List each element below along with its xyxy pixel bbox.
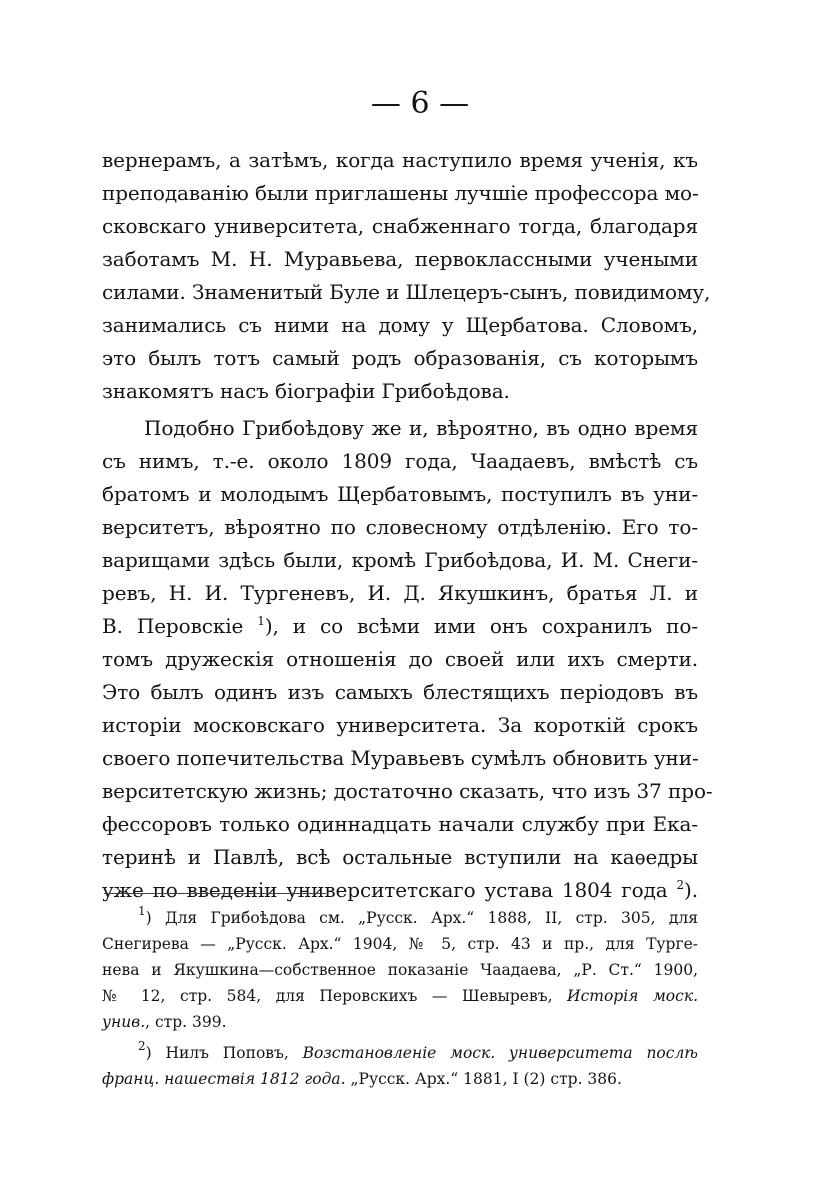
text-line: исторіи московскаго университета. За короткій срокъ bbox=[102, 713, 698, 737]
footnote-line bbox=[102, 1066, 698, 1092]
paragraph-1 bbox=[102, 144, 711, 408]
text-fragment: ), и со всѣми ими онъ сохранилъ по- bbox=[264, 614, 698, 638]
italic-title: унив. bbox=[102, 1013, 146, 1031]
text-line: варищами здѣсь были, кромѣ Грибоѣдова, И. М. Снеги- bbox=[102, 548, 698, 572]
text-line bbox=[102, 610, 698, 643]
text-line: верситетскую жизнь; достаточно сказать, что изъ 37 про- bbox=[102, 779, 713, 803]
text-fragment: № 12, стр. 584, для Перовскихъ — Шевыревъ, bbox=[102, 987, 568, 1005]
text-line: занимались съ ними на дому у Щербатова. Словомъ, bbox=[102, 313, 698, 337]
text-fragment: В. Перовскіе bbox=[102, 614, 258, 638]
text-line: фессоровъ только одиннадцать начали службу при Ека- bbox=[102, 812, 698, 836]
footnote-line: нева и Якушкина—собственное показаніе Чаадаева, „Р. Ст.“ 1900, bbox=[102, 961, 698, 979]
text-line: это былъ тотъ самый родъ образованія, съ которымъ bbox=[102, 346, 698, 370]
footnote-line: Снегирева — „Русск. Арх.“ 1904, № 5, стр. 43 и пр., для Турге- bbox=[102, 935, 698, 953]
footnote-1 bbox=[102, 905, 698, 1035]
text-line: братомъ и молодымъ Щербатовымъ, поступилъ въ уни- bbox=[102, 482, 698, 506]
text-line: съ нимъ, т.-е. около 1809 года, Чаадаевъ, вмѣстѣ съ bbox=[102, 449, 698, 473]
text-fragment: , стр. 399. bbox=[145, 1013, 227, 1031]
footnote-ref-2[interactable]: 2 bbox=[676, 878, 685, 892]
footnotes bbox=[102, 905, 698, 1092]
footnote-line bbox=[102, 983, 698, 1009]
text-fragment: уже по введеніи университетскаго устава 1804 года bbox=[102, 878, 677, 902]
text-line: Подобно Грибоѣдову же и, вѣроятно, въ одно время bbox=[144, 416, 698, 440]
text-line: заботамъ М. Н. Муравьева, первоклассными учеными bbox=[102, 247, 698, 271]
text-line: преподаванію были приглашены лучшіе профессора мо- bbox=[102, 181, 699, 205]
text-line: верситетъ, вѣроятно по словесному отдѣленію. Его то- bbox=[102, 515, 698, 539]
text-line: своего попечительства Муравьевъ сумѣлъ обновить уни- bbox=[102, 746, 699, 770]
text-line: томъ дружескія отношенія до своей или ихъ смерти. bbox=[102, 647, 698, 671]
footnote-line bbox=[102, 1009, 698, 1035]
footnote-line bbox=[102, 1040, 698, 1066]
text-fragment: ). bbox=[684, 878, 698, 902]
footnote-divider bbox=[104, 893, 326, 894]
footnote-marker: 1 bbox=[138, 904, 146, 918]
italic-title: франц. нашествія 1812 года. bbox=[102, 1070, 346, 1088]
text-line: сковскаго университета, снабженнаго тогда, благодаря bbox=[102, 214, 698, 238]
text-line bbox=[102, 874, 698, 907]
italic-title: Исторія моск. bbox=[567, 987, 699, 1005]
italic-title: Возстановленіе моск. университета послѣ bbox=[302, 1044, 698, 1062]
text-line: ревъ, Н. И. Тургеневъ, И. Д. Якушкинъ, братья Л. и bbox=[102, 581, 698, 605]
text-line: вернерамъ, а затѣмъ, когда наступило время ученія, къ bbox=[102, 148, 698, 172]
footnote-2 bbox=[102, 1040, 698, 1092]
page-number: — 6 — bbox=[370, 86, 470, 121]
paragraph-2 bbox=[102, 412, 713, 907]
text-line: Это былъ одинъ изъ самыхъ блестящихъ періодовъ въ bbox=[102, 680, 698, 704]
footnote-line bbox=[102, 905, 698, 931]
footnote-marker: 2 bbox=[138, 1039, 146, 1053]
main-text bbox=[102, 144, 713, 907]
text-line: силами. Знаменитый Буле и Шлецеръ-сынъ, повидимому, bbox=[102, 280, 711, 304]
text-line: теринѣ и Павлѣ, всѣ остальные вступили на каѳедры bbox=[102, 845, 698, 869]
footnote-ref-1[interactable]: 1 bbox=[257, 614, 265, 628]
text-line: знакомятъ насъ біографіи Грибоѣдова. bbox=[102, 379, 510, 403]
text-fragment: „Русск. Арх.“ 1881, I (2) стр. 386. bbox=[345, 1070, 622, 1088]
text-fragment: ) Для Грибоѣдова см. „Русск. Арх.“ 1888, II, стр. 305, для bbox=[145, 909, 698, 927]
text-fragment: ) Нилъ Поповъ, bbox=[145, 1044, 303, 1062]
